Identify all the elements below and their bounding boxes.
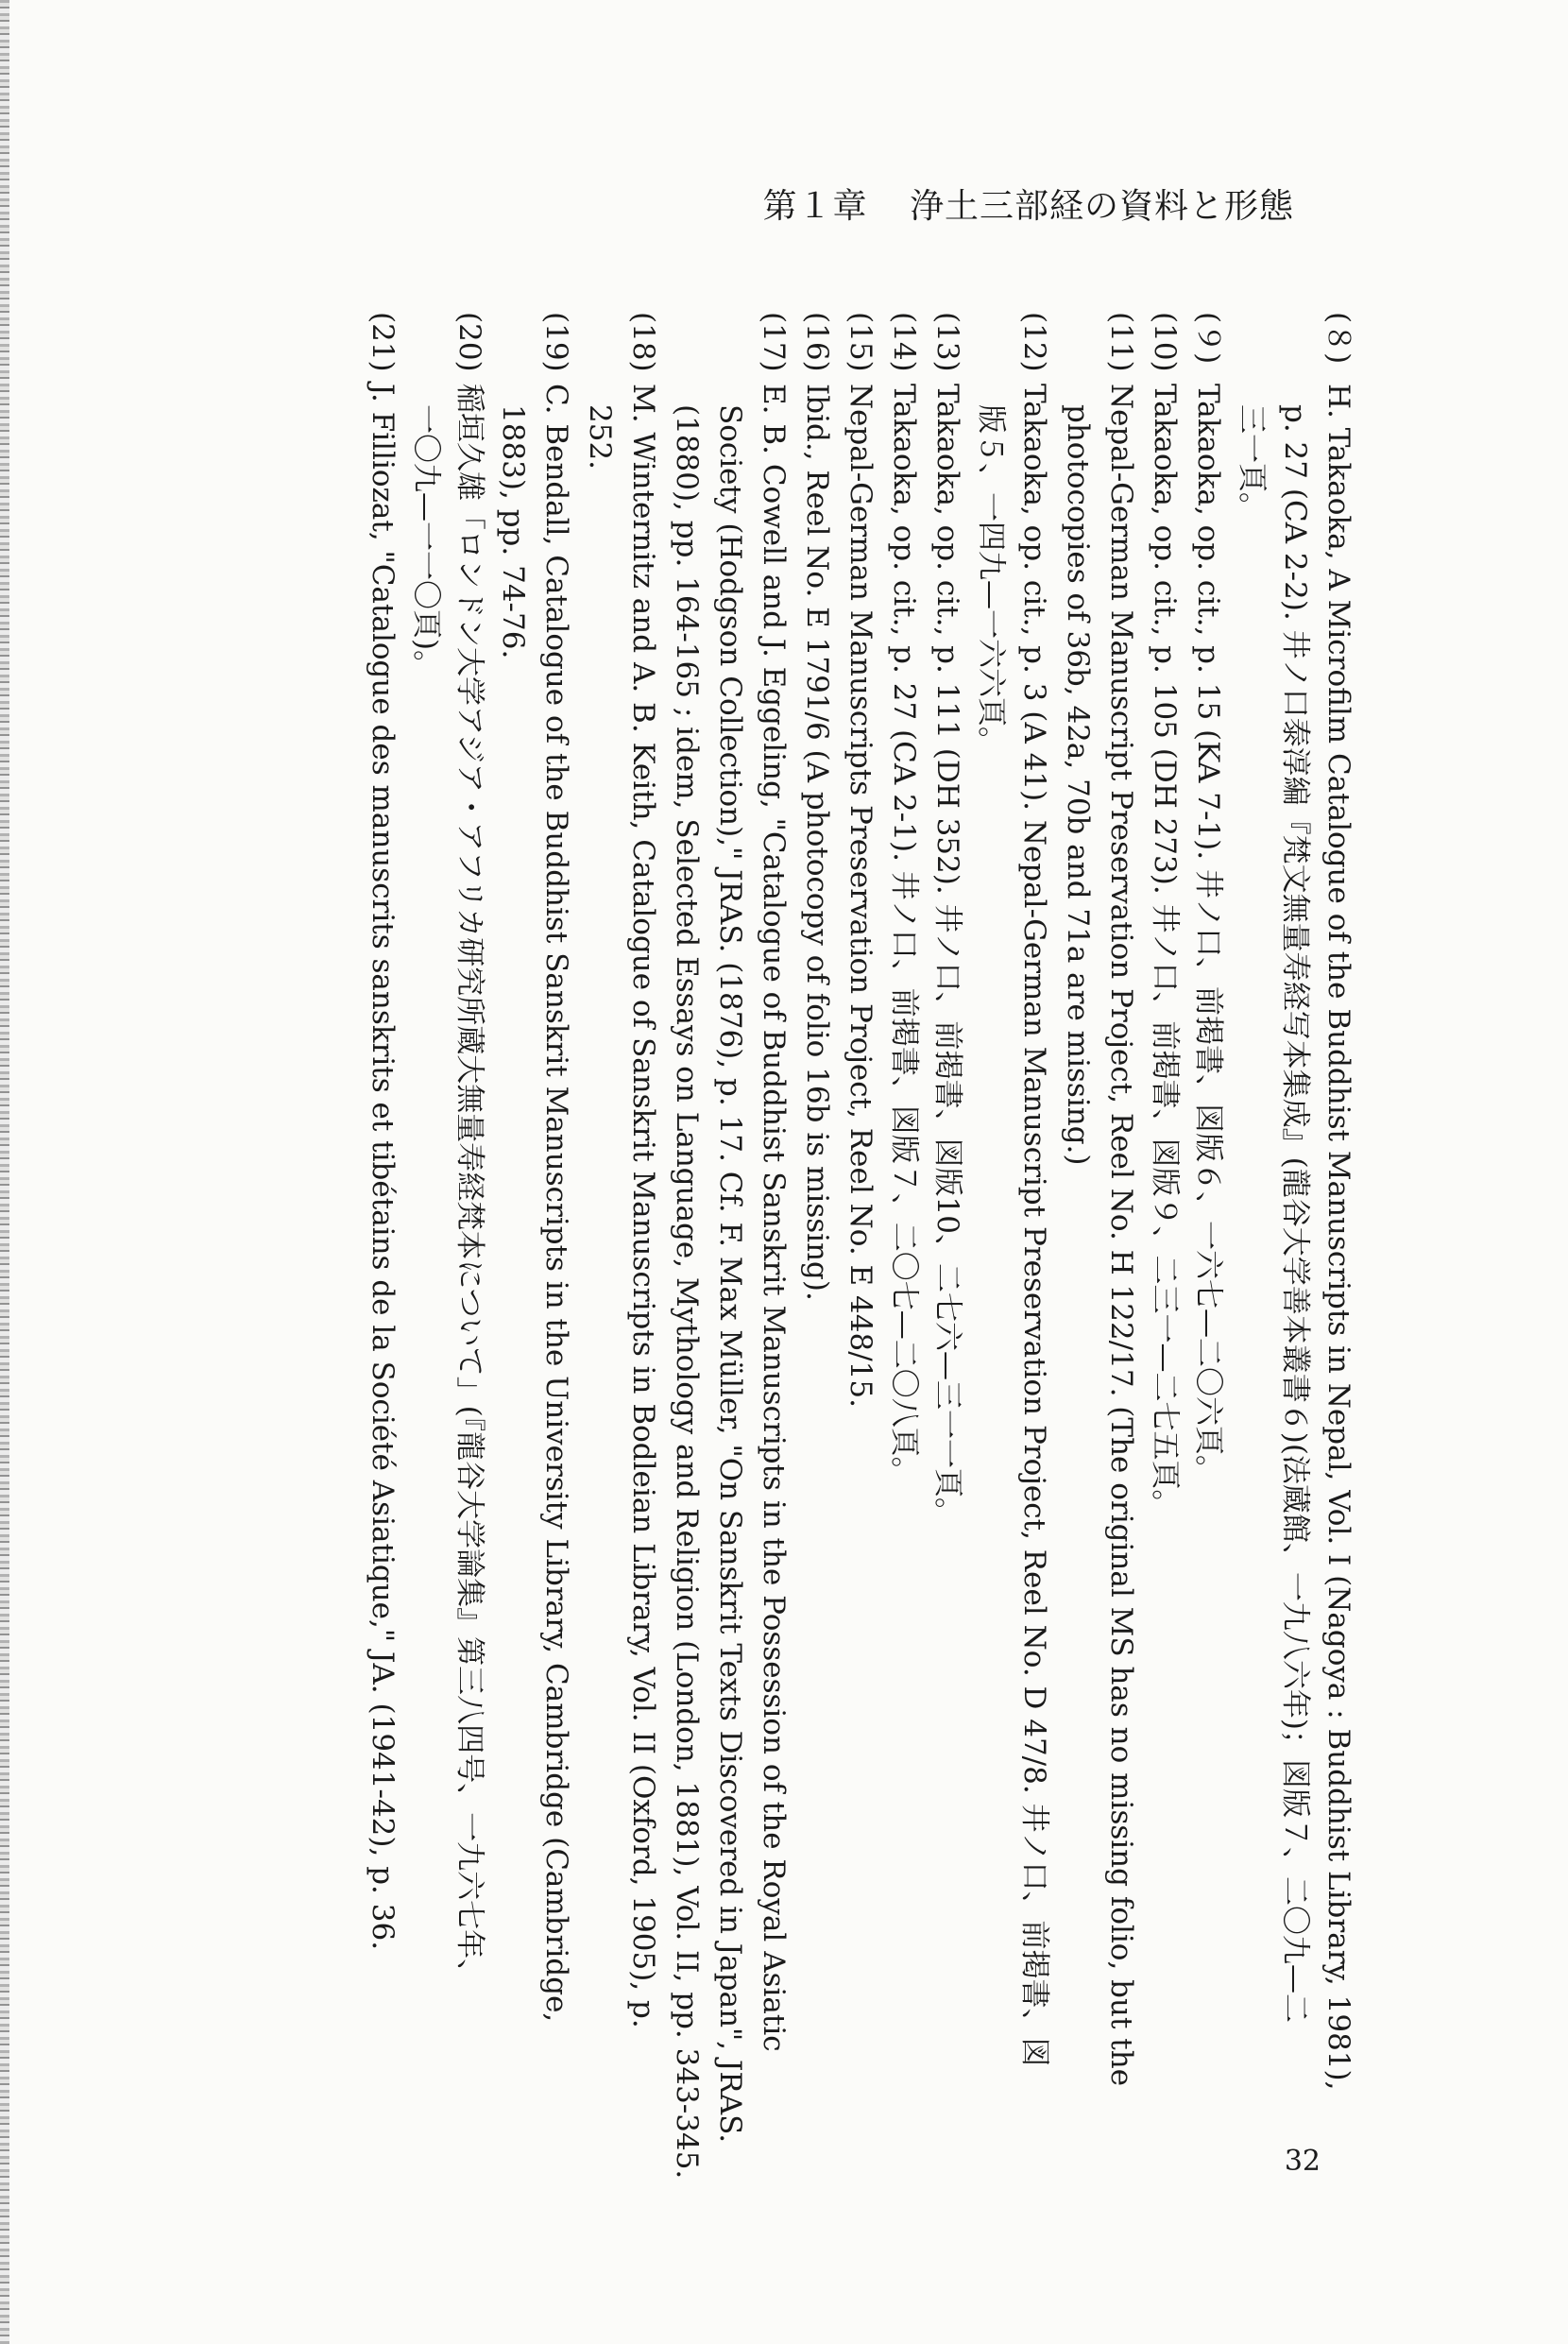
footnote-number: (19) <box>539 312 573 372</box>
footnote-text: 版５、一四九—一六六頁。 <box>974 404 1008 756</box>
footnotes-block <box>104 312 1360 2180</box>
footnote-line <box>1056 312 1099 2164</box>
footnote-text: Takaoka, op. cit., p. 111 (DH 352). 井ノ口、前掲書、図版10、二七六—三一一頁。 <box>930 384 964 1527</box>
footnote-number: (10) <box>1148 312 1182 372</box>
footnote-number: (17) <box>757 312 791 372</box>
footnote-line <box>1273 312 1317 2164</box>
footnote-text: J. Filliozat, "Catalogue des manuscrits sanskrits et tibétains de la Société Asiatique," JA. (1941-42), p. 36. <box>366 384 400 1951</box>
footnote-line <box>1186 312 1230 2164</box>
footnote-text: 稲垣久雄「ロンドン大学アジア・アフリカ研究所蔵大無量寿経梵本について」(『龍谷大学論集』第三八四号、一九六七年、 <box>452 384 486 1989</box>
footnote-number: (21) <box>366 312 400 372</box>
footnote-text: Nepal-German Manuscripts Preservation Project, Reel No. E 448/15. <box>844 384 878 1408</box>
footnote-line <box>622 312 665 2164</box>
footnote-number: (16) <box>800 312 834 372</box>
footnote-line <box>969 312 1013 2164</box>
footnote-line <box>665 312 708 2180</box>
footnote-text: 一〇九—一一〇頁)。 <box>409 404 443 680</box>
footnote-number: (９) <box>1191 312 1225 365</box>
footnote-number: (８) <box>1321 312 1355 365</box>
scan-edge-artifact <box>0 0 9 2344</box>
footnote-text: Society (Hodgson Collection)," JRAS. (1876), p. 17. Cf. F. Max Müller, "On Sanskrit Texts Discovered in Japan", JRAS. <box>713 404 747 2144</box>
footnote-line <box>795 312 839 2164</box>
footnote-number: (14) <box>887 312 921 372</box>
footnote-line <box>448 312 491 2164</box>
footnote-line <box>882 312 926 2164</box>
footnote-text: photocopies of 36b, 42a, 70b and 71a are missing.) <box>1061 404 1095 1166</box>
footnote-number: (20) <box>452 312 486 372</box>
footnote-number: (13) <box>930 312 964 372</box>
footnote-text: 1883), pp. 74-76. <box>496 404 530 659</box>
footnote-text: M. Winternitz and A. B. Keith, Catalogue of Sanskrit Manuscripts in Bodleian Library, Vol. II (Oxford, 1905), p. <box>626 384 660 2028</box>
footnote-line <box>926 312 969 2164</box>
footnote-line <box>752 312 795 2164</box>
footnote-text: (1880), pp. 164-165 ; idem, Selected Essays on Language, Mythology and Religion (London, 1881), Vol. II, pp. 343-345. <box>670 404 704 2180</box>
footnote-number: (12) <box>1017 312 1051 372</box>
footnote-text: 三一頁。 <box>1235 404 1269 522</box>
footnote-text: 252. <box>583 404 617 471</box>
footnote-text: Ibid., Reel No. E 1791/6 (A photocopy of folio 16b is missing). <box>800 384 834 1301</box>
footnote-line <box>839 312 882 2164</box>
footnote-text: H. Takaoka, A Microfilm Catalogue of the Buddhist Manuscripts in Nepal, Vol. I (Nagoya : Buddhist Library, 1981), <box>1321 384 1355 2091</box>
footnote-line <box>1099 312 1143 2164</box>
footnote-text: p. 27 (CA 2-2). 井ノ口泰淳編『梵文無量寿経写本集成』(龍谷大学善本叢書６)(法蔵館、一九八六年)；図版７、二〇九—二 <box>1278 404 1312 2024</box>
footnote-line <box>535 312 578 2164</box>
footnote-line <box>1317 312 1360 2164</box>
page-number: 32 <box>1284 2145 1321 2178</box>
footnote-line <box>1143 312 1186 2164</box>
footnote-line <box>361 312 404 2164</box>
footnote-line <box>1230 312 1273 2164</box>
running-header <box>763 180 1294 228</box>
footnote-line <box>1013 312 1056 2164</box>
footnote-text: Takaoka, op. cit., p. 15 (KA 7-1). 井ノ口、前掲書、図版６、一六七—二〇六頁。 <box>1191 384 1225 1484</box>
footnote-text: Takaoka, op. cit., p. 3 (A 41). Nepal-German Manuscript Preservation Project, Reel No. D 47/8. 井ノ口、前掲書、図 <box>1017 384 1051 2067</box>
footnote-text: Nepal-German Manuscript Preservation Project, Reel No. H 122/17. (The original MS has no missing folio, but the <box>1104 384 1138 2087</box>
footnote-text: Takaoka, op. cit., p. 27 (CA 2-1). 井ノ口、前掲書、図版７、二〇七—二〇八頁。 <box>887 384 921 1486</box>
footnote-text: E. B. Cowell and J. Eggeling, "Catalogue of Buddhist Sanskrit Manuscripts in the Possession of the Royal Asiatic <box>757 384 791 2052</box>
chapter-number: 第１章 <box>762 187 868 226</box>
chapter-title: 浄土三部経の資料と形態 <box>909 187 1294 226</box>
footnote-text: Takaoka, op. cit., p. 105 (DH 273). 井ノ口、前掲書、図版９、二三一—二七五頁。 <box>1148 384 1182 1519</box>
footnote-line <box>404 312 448 2164</box>
footnote-number: (11) <box>1104 312 1138 372</box>
footnote-line <box>708 312 752 2164</box>
footnote-line <box>578 312 622 2164</box>
footnote-text: C. Bendall, Catalogue of the Buddhist Sanskrit Manuscripts in the University Library, Cambridge (Cambridge, <box>539 384 573 2023</box>
footnote-number: (18) <box>626 312 660 372</box>
footnote-number: (15) <box>844 312 878 372</box>
footnote-line <box>491 312 535 2164</box>
